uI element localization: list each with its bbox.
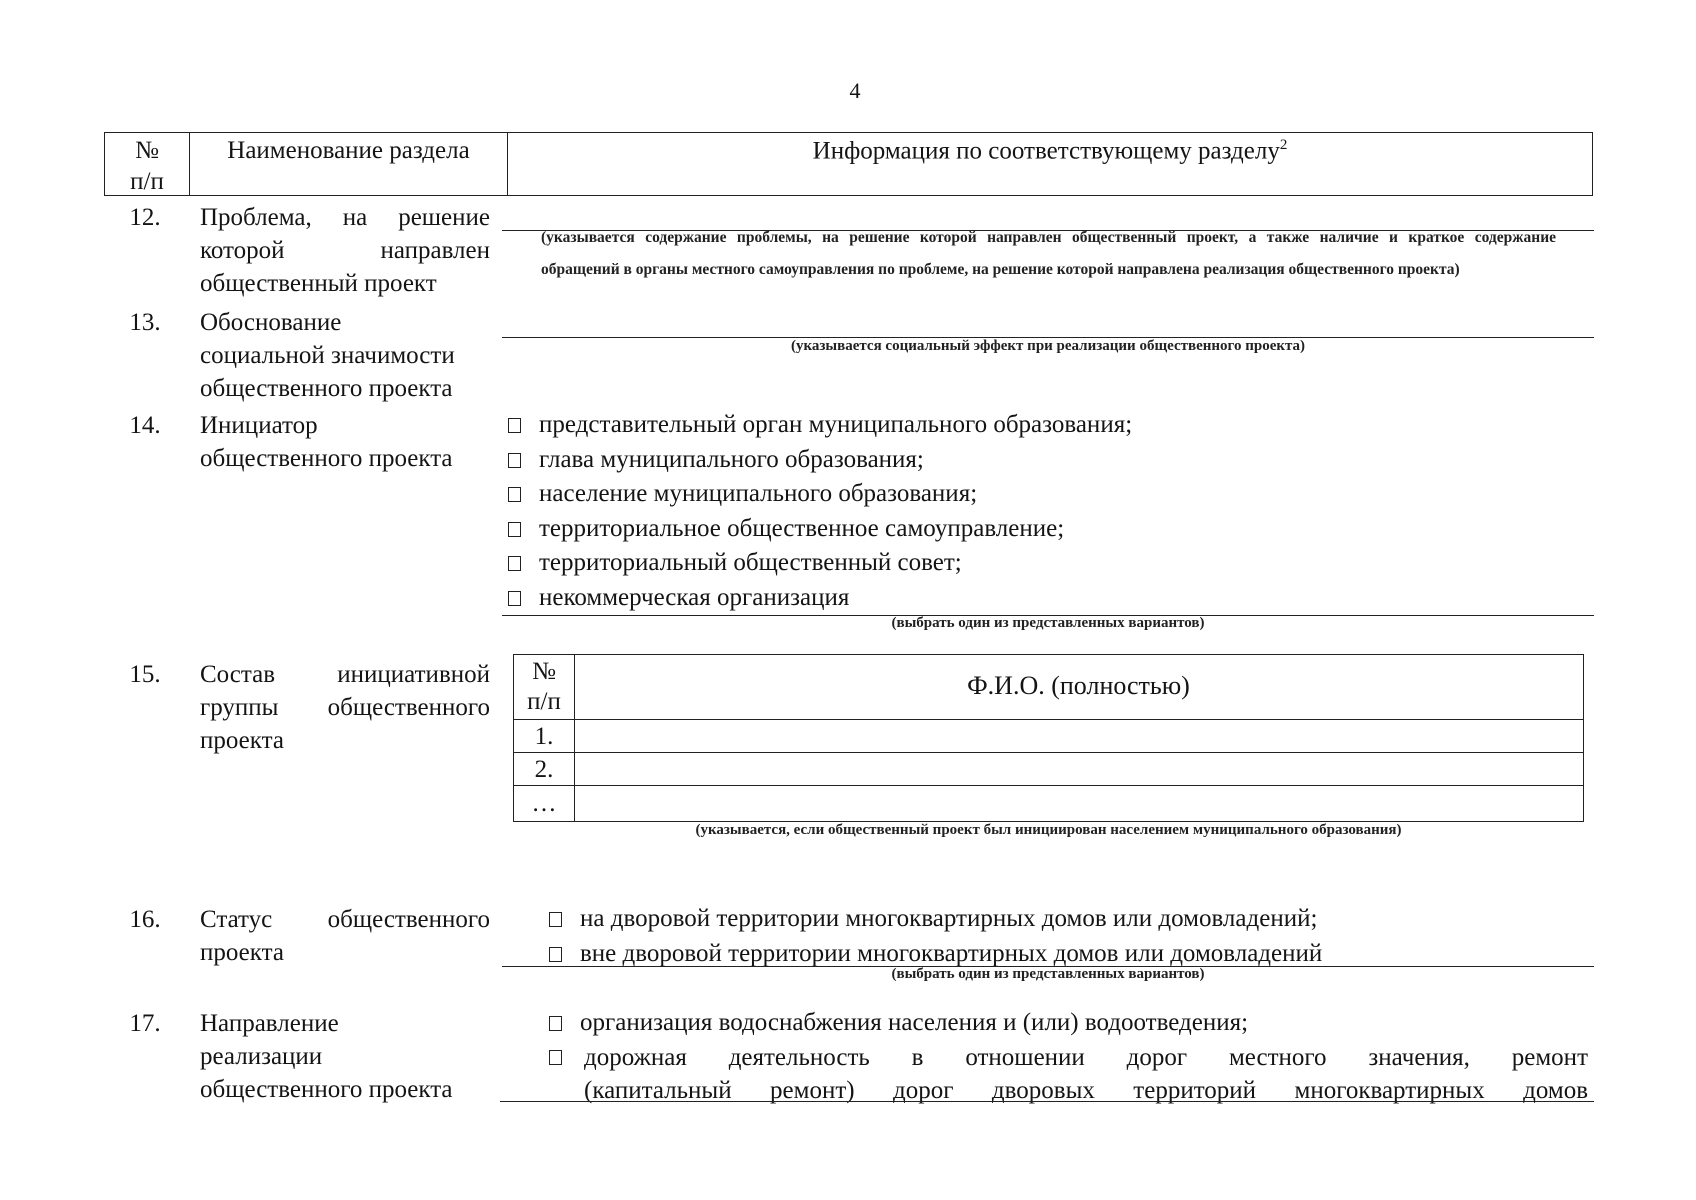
row-17-options [549, 1006, 1588, 1107]
row-15-number: 15. [129, 661, 161, 688]
checkbox-icon[interactable] [508, 522, 521, 537]
fio-header-name: Ф.И.О. (полностью) [967, 671, 1190, 700]
table-row[interactable]: 1. [514, 719, 1583, 753]
status-option[interactable]: вне дворовой территории многоквартирных домов или домовладений [549, 937, 1322, 972]
row-13-hint: (указывается социальный эффект при реализации общественного проекта) [790, 338, 1306, 354]
header-num-line2: п/п [130, 168, 164, 195]
row-15-label: Состав инициативной группы общественного проекта [200, 661, 490, 754]
direction-option[interactable]: организация водоснабжения населения и (или) водоотведения; [549, 1006, 1588, 1041]
row-16-label: Статус общественного проекта [200, 906, 490, 966]
row-14-options [508, 408, 1132, 615]
checkbox-icon[interactable] [549, 912, 562, 927]
initiator-option[interactable]: территориальный общественный совет; [508, 546, 1132, 581]
checkbox-icon[interactable] [549, 1050, 562, 1065]
row-16-number: 16. [129, 906, 161, 933]
page-number: 4 [849, 78, 861, 103]
checkbox-icon[interactable] [549, 1016, 562, 1031]
checkbox-icon[interactable] [508, 453, 521, 468]
checkbox-icon[interactable] [508, 487, 521, 502]
table-row[interactable]: … [514, 785, 1583, 821]
header-info-cell [508, 133, 1592, 195]
checkbox-icon[interactable] [549, 947, 562, 962]
row-13-label: Обоснование социальной значимости общественного проекта [200, 309, 455, 402]
row-16-options [549, 902, 1322, 971]
row-15-hint: (указывается, если общественный проект был инициирован населением муниципального образования) [695, 822, 1402, 838]
header-name-cell: Наименование раздела [190, 133, 508, 195]
initiator-option[interactable]: представительный орган муниципального образования; [508, 408, 1132, 443]
checkbox-icon[interactable] [508, 591, 521, 606]
header-info-text: Информация по соответствующему разделу [812, 137, 1280, 165]
initiative-group-table [513, 654, 1584, 822]
table-row[interactable]: 2. [514, 752, 1583, 786]
fio-header-num: № п/п [527, 658, 561, 715]
status-option[interactable]: на дворовой территории многоквартирных домов или домовладений; [549, 902, 1322, 937]
row-14-hint: (выбрать один из представленных вариантов) [891, 615, 1205, 631]
initiator-option[interactable]: некоммерческая организация [508, 581, 1132, 616]
header-num-line1: № [135, 137, 159, 164]
row-12-label: Проблема, на решение которой направлен общественный проект [200, 204, 490, 297]
row-14-label: Инициатор общественного проекта [200, 412, 453, 472]
row-14-number: 14. [129, 412, 161, 439]
footnote-marker: 2 [1279, 137, 1288, 153]
row-17-answer-line [500, 1101, 1594, 1102]
initiator-option[interactable]: глава муниципального образования; [508, 443, 1132, 478]
initiator-option[interactable]: население муниципального образования; [508, 477, 1132, 512]
row-17-label: Направление реализации общественного проекта [200, 1010, 453, 1103]
row-12-hint: (указывается содержание проблемы, на решение которой направлен общественный проект, а также наличие и краткое содержание обращений в органы местного самоуправления по проблеме, на решение которой направлена реализация общественного проекта) [541, 229, 1556, 278]
row-17-number: 17. [129, 1010, 161, 1037]
row-16-hint: (выбрать один из представленных вариантов) [891, 966, 1205, 982]
direction-option[interactable]: дорожная деятельность в отношении дорог местного значения, ремонт (капитальный ремонт) дорог дворовых территорий многоквартирных домов [549, 1041, 1588, 1107]
checkbox-icon[interactable] [508, 418, 521, 433]
header-table [104, 132, 1593, 196]
row-13-number: 13. [129, 309, 161, 336]
header-num-cell [105, 133, 190, 195]
row-12-number: 12. [129, 204, 161, 231]
checkbox-icon[interactable] [508, 556, 521, 571]
initiator-option[interactable]: территориальное общественное самоуправление; [508, 512, 1132, 547]
